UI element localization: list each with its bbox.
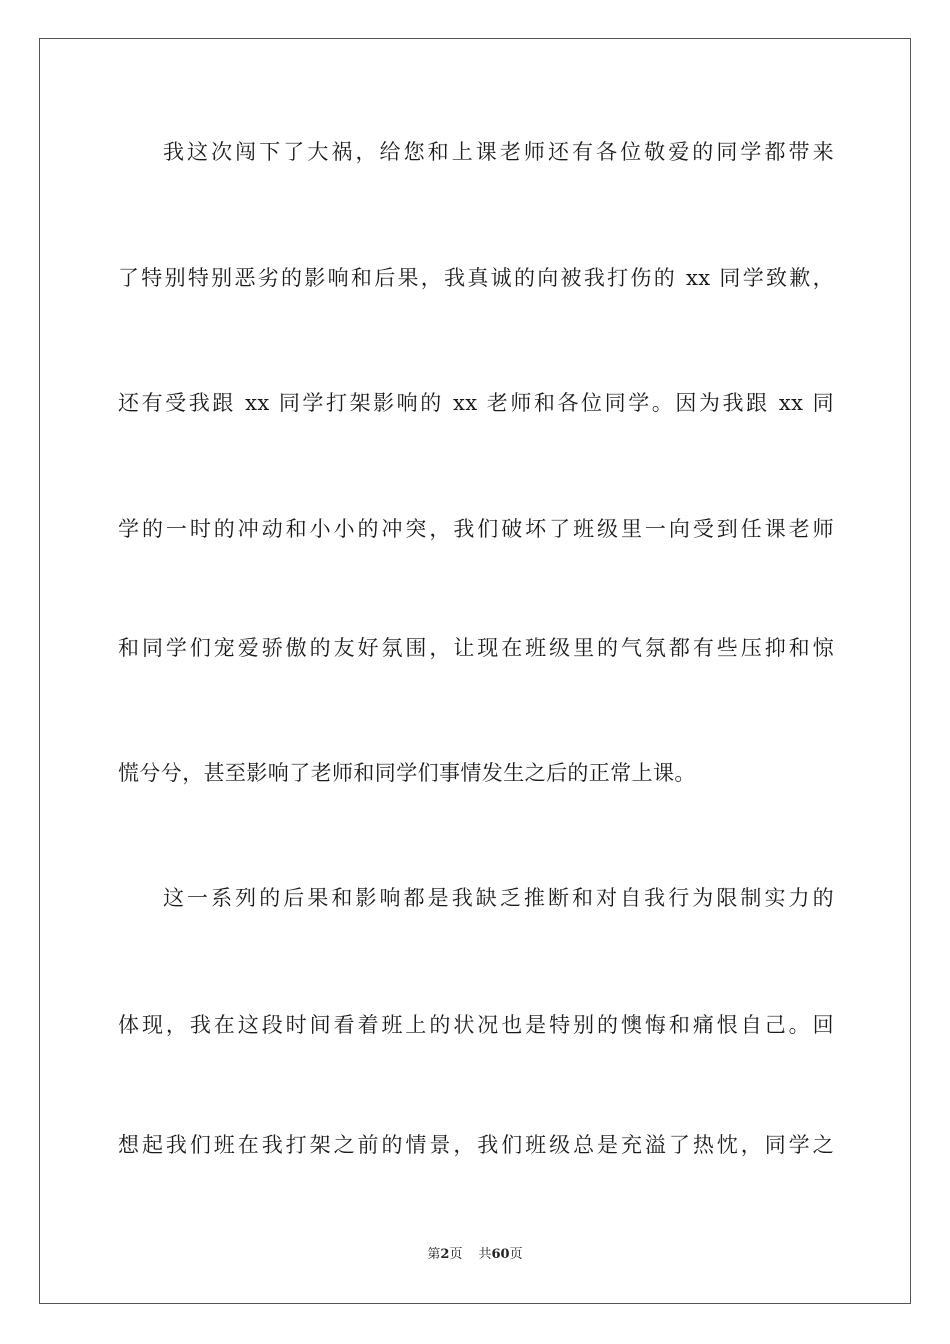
paragraph-line: 还有受我跟 xx 同学打架影响的 xx 老师和各位同学。因为我跟 xx 同 — [118, 391, 834, 415]
page-prefix: 第 — [427, 1247, 441, 1262]
page-total: 60 — [491, 1247, 510, 1262]
total-suffix: 页 — [509, 1247, 523, 1262]
page-border — [39, 38, 911, 1304]
page-suffix: 页 — [449, 1247, 463, 1262]
paragraph-line: 我这次闯下了大祸，给您和上课老师还有各位敬爱的同学都带来 — [163, 140, 834, 164]
paragraph-line: 了特别特别恶劣的影响和后果，我真诚的向被我打伤的 xx 同学致歉， — [118, 266, 834, 290]
paragraph-line: 体现，我在这段时间看着班上的状况也是特别的懊悔和痛恨自己。回 — [118, 1013, 834, 1037]
paragraph-line: 学的一时的冲动和小小的冲突，我们破坏了班级里一向受到任课老师 — [118, 517, 834, 541]
page-footer — [0, 1246, 950, 1264]
paragraph-line: 和同学们宠爱骄傲的友好氛围，让现在班级里的气氛都有些压抑和惊 — [118, 636, 834, 660]
total-prefix: 共 — [478, 1247, 492, 1262]
paragraph-line: 想起我们班在我打架之前的情景，我们班级总是充溢了热忱，同学之 — [118, 1133, 834, 1157]
page-current: 2 — [440, 1247, 450, 1262]
paragraph-line: 慌兮兮，甚至影响了老师和同学们事情发生之后的正常上课。 — [118, 761, 696, 785]
paragraph-line: 这一系列的后果和影响都是我缺乏推断和对自我行为限制实力的 — [163, 886, 834, 910]
